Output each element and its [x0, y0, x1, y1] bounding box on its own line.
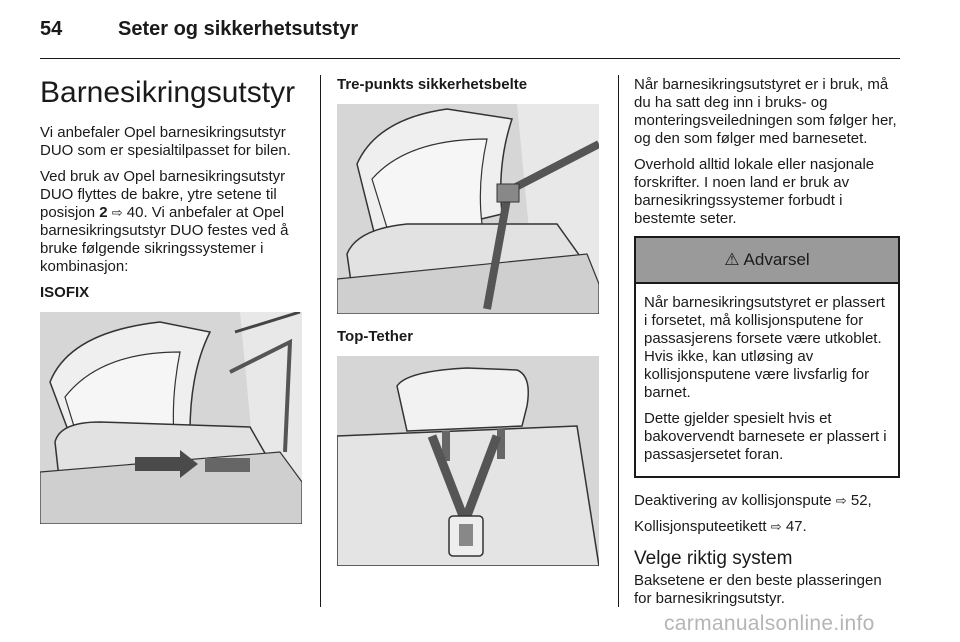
- choose-system-heading: Velge riktig system: [634, 548, 793, 569]
- page-ref-arrow-icon: ⇨: [835, 493, 847, 508]
- column-divider-2: [618, 75, 619, 607]
- warning-box: [634, 236, 900, 478]
- warning-body: [636, 284, 898, 476]
- column-2: [337, 76, 603, 566]
- regulations-paragraph: Overhold alltid lokale eller nasjonale forskrifter. I noen land er bruk av barnesikringssystemer forbudt i bestemte seter.: [634, 156, 875, 227]
- chapter-title: Seter og sikkerhetsutstyr: [118, 18, 359, 40]
- warning-paragraph-2: Dette gjelder spesielt hvis et bakovervendt barnesete er plassert i passasjersetet foran.: [644, 410, 887, 463]
- ref-text: Kollisjonsputeetikett: [634, 518, 767, 535]
- intro-paragraph: Vi anbefaler Opel barnesikringsutstyr DUO som er spesialtilpasset for bilen.: [40, 124, 291, 159]
- watermark: carmanualsonline.info: [664, 612, 875, 635]
- page-ref-arrow-icon: ⇨: [111, 205, 123, 220]
- page-header: [40, 0, 900, 60]
- ref-page: 47.: [781, 518, 807, 535]
- rear-seats-paragraph: Baksetene er den beste plasseringen for barnesikringsutstyr.: [634, 572, 882, 607]
- three-point-belt-illustration: [337, 104, 599, 314]
- warning-title: Advarsel: [743, 250, 810, 269]
- isofix-heading: ISOFIX: [40, 284, 90, 301]
- ref-page: 52,: [846, 492, 872, 509]
- usage-paragraph: [40, 168, 304, 276]
- section-title: Barnesikringsutstyr: [40, 76, 296, 109]
- warning-paragraph-1: Når barnesikringsutstyret er plassert i forsetet, må kollisjonsputene for passasjerens forsete være utkoblet. Hvis ikke, kan utløsing av kollisjonsputene være livsfarlig for barnet.: [644, 294, 885, 401]
- usage-text: Ved bruk av Opel barnesikringsutstyr DUO flyttes de bakre, ytre setene til posisjon: [40, 168, 286, 221]
- airbag-label-ref: [634, 518, 900, 536]
- three-point-belt-heading: Tre-punkts sikkerhetsbelte: [337, 76, 528, 93]
- header-rule: [40, 58, 900, 59]
- page-number: 54: [40, 18, 63, 40]
- column-3: [634, 76, 900, 616]
- ref-text: Deaktivering av kollisjonspute: [634, 492, 832, 509]
- position-number: 2: [99, 204, 108, 221]
- isofix-illustration: [40, 312, 302, 524]
- top-tether-heading: Top-Tether: [337, 328, 414, 345]
- column-divider-1: [320, 75, 321, 607]
- column-1: [40, 76, 304, 524]
- instructions-paragraph: Når barnesikringsutstyret er i bruk, må du ha satt deg inn i bruks- og monteringsveiledningen som følger her, og den som følger med barnesetet.: [634, 76, 897, 147]
- top-tether-illustration: [337, 356, 599, 566]
- warning-triangle-icon: ⚠: [724, 250, 740, 269]
- warning-header: [636, 238, 898, 284]
- usage-text-cont: 40. Vi anbefaler at Opel barnesikringsutstyr DUO festes ved å bruke følgende sikringssystemer i kombinasjon:: [40, 204, 289, 275]
- page-ref-arrow-icon: ⇨: [770, 519, 782, 534]
- airbag-deactivation-ref: [634, 492, 900, 510]
